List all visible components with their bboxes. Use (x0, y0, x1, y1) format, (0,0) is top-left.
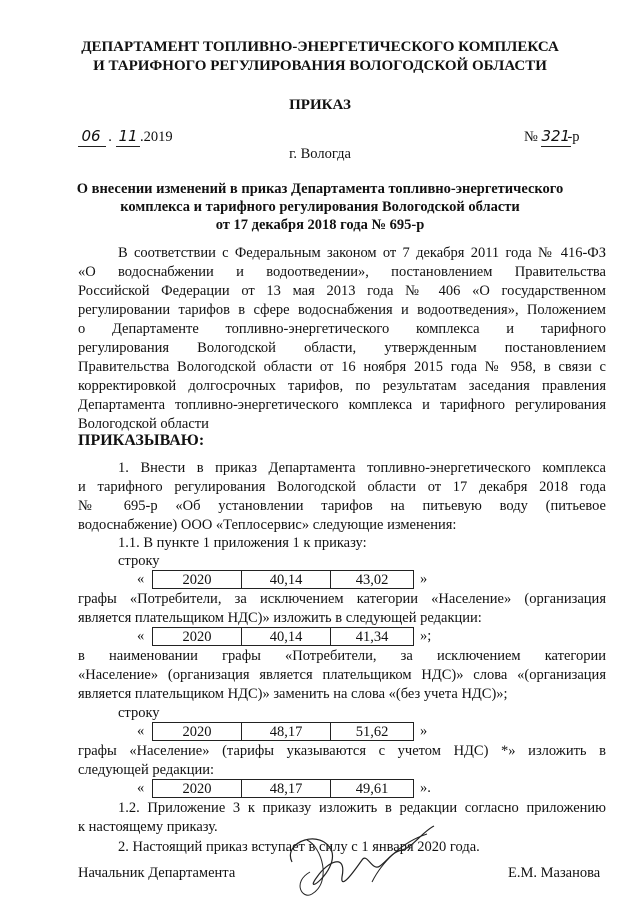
item1-line: водоснабжение) ООО «Теплосервис» следующие изменения: (78, 517, 457, 533)
table4-open-quote: « (137, 780, 145, 796)
preamble-line: Российской Федерации от 13 мая 2013 года № 406 «О государственном (78, 283, 606, 299)
department-name-line2: И ТАРИФНОГО РЕГУЛИРОВАНИЯ ВОЛОГОДСКОЙ ОБЛАСТИ (93, 58, 547, 74)
table2-close-quote: »; (420, 628, 432, 644)
item2: 2. Настоящий приказ вступает в силу с 1 января 2020 года. (118, 839, 480, 855)
item1-line: № 695-р «Об установлении тарифов на питьевую воду (питьевое (78, 498, 606, 514)
row-label: строку (118, 705, 160, 721)
subject-line3: от 17 декабря 2018 года № 695-р (215, 217, 425, 233)
item1-line: и тарифного регулирования Вологодской области от 17 декабря 2018 года (78, 479, 606, 495)
table3-open-quote: « (137, 723, 145, 739)
table-cell-year: 2020 (153, 628, 242, 646)
table-cell-value1: 48,17 (242, 723, 331, 741)
subitem-1-2: к настоящему приказу. (78, 819, 218, 835)
tariff-row-old-2 (152, 722, 414, 741)
table3-close-quote: » (420, 723, 428, 739)
preamble-line: Вологодской области (78, 416, 209, 432)
table-cell-year: 2020 (153, 571, 242, 589)
number-suffix: -р (567, 129, 580, 145)
row-label: строку (118, 553, 160, 569)
preamble-line: «О водоснабжении и водоотведении», постановлением Правительства (78, 264, 606, 280)
document-title: ПРИКАЗ (289, 97, 351, 113)
subject-line2: комплекса и тарифного регулирования Вологодской области (120, 199, 520, 215)
graph2-line: следующей редакции: (78, 762, 215, 778)
tariff-row-old-1 (152, 570, 414, 589)
preamble-line: регулировании тарифов в сфере водоснабжения и водоотведения», Положением (78, 302, 606, 318)
table-cell-value1: 48,17 (242, 780, 331, 798)
signer-position: Начальник Департамента (78, 865, 236, 881)
table4-close-quote: ». (420, 780, 431, 796)
table1-close-quote: » (420, 571, 428, 587)
table-cell-year: 2020 (153, 723, 242, 741)
handwritten-signature (262, 822, 452, 902)
rename-line: является плательщиком НДС)» заменить на слова «(без учета НДС)»; (78, 686, 508, 702)
preamble-line: В соответствии с Федеральным законом от 7 декабря 2011 года № 416-ФЗ (118, 245, 606, 261)
table2-open-quote: « (137, 628, 145, 644)
graph1-line: является плательщиком НДС)» изложить в следующей редакции: (78, 610, 482, 626)
department-name-line1: ДЕПАРТАМЕНТ ТОПЛИВНО-ЭНЕРГЕТИЧЕСКОГО КОМПЛЕКСА (81, 39, 559, 55)
graph1-line: графы «Потребители, за исключением категории «Население» (организация (78, 591, 606, 607)
order-number (524, 127, 580, 147)
date-day: 06 (81, 127, 101, 145)
date-month: 11 (118, 127, 138, 145)
table1-open-quote: « (137, 571, 145, 587)
table-cell-value1: 40,14 (242, 628, 331, 646)
preamble-line: регулирования Вологодской области, утвержденным постановлением (78, 340, 606, 356)
number-prefix: № (524, 129, 538, 145)
city: г. Вологда (289, 146, 351, 162)
number-value: 321 (541, 127, 571, 145)
tariff-row-new-1 (152, 627, 414, 646)
tariff-row-new-2 (152, 779, 414, 798)
order-date (78, 127, 173, 147)
preamble-line: корректировкой долгосрочных тарифов, по результатам заседания правления (78, 378, 606, 394)
preamble-line: Департамента топливно-энергетического комплекса и тарифного регулирования (78, 397, 606, 413)
preamble-line: о Департаменте топливно-энергетического комплекса и тарифного (78, 321, 606, 337)
table-cell-year: 2020 (153, 780, 242, 798)
item1-line: 1. Внести в приказ Департамента топливно-энергетического комплекса (118, 460, 606, 476)
subitem-1-2: 1.2. Приложение 3 к приказу изложить в редакции согласно приложению (118, 800, 606, 816)
table-cell-value2: 41,34 (331, 628, 414, 646)
table-cell-value2: 51,62 (331, 723, 414, 741)
preamble-line: Правительства Вологодской области от 16 ноября 2015 года № 958, в связи с (78, 359, 606, 375)
date-year: .2019 (140, 129, 173, 145)
decree-word: ПРИКАЗЫВАЮ: (78, 432, 205, 449)
graph2-line: графы «Население» (тарифы указываются с учетом НДС) *» изложить в (78, 743, 606, 759)
subject-line1: О внесении изменений в приказ Департамента топливно-энергетического (76, 181, 564, 197)
rename-line: в наименовании графы «Потребители, за исключением категории (78, 648, 606, 664)
signer-name: Е.М. Мазанова (508, 865, 601, 881)
table-cell-value2: 49,61 (331, 780, 414, 798)
date-separator: . (108, 129, 112, 145)
rename-line: «Население» (организация является плательщиком НДС)» слова «(организация (78, 667, 606, 683)
table-cell-value2: 43,02 (331, 571, 414, 589)
table-cell-value1: 40,14 (242, 571, 331, 589)
subitem-1-1: 1.1. В пункте 1 приложения 1 к приказу: (118, 535, 367, 551)
